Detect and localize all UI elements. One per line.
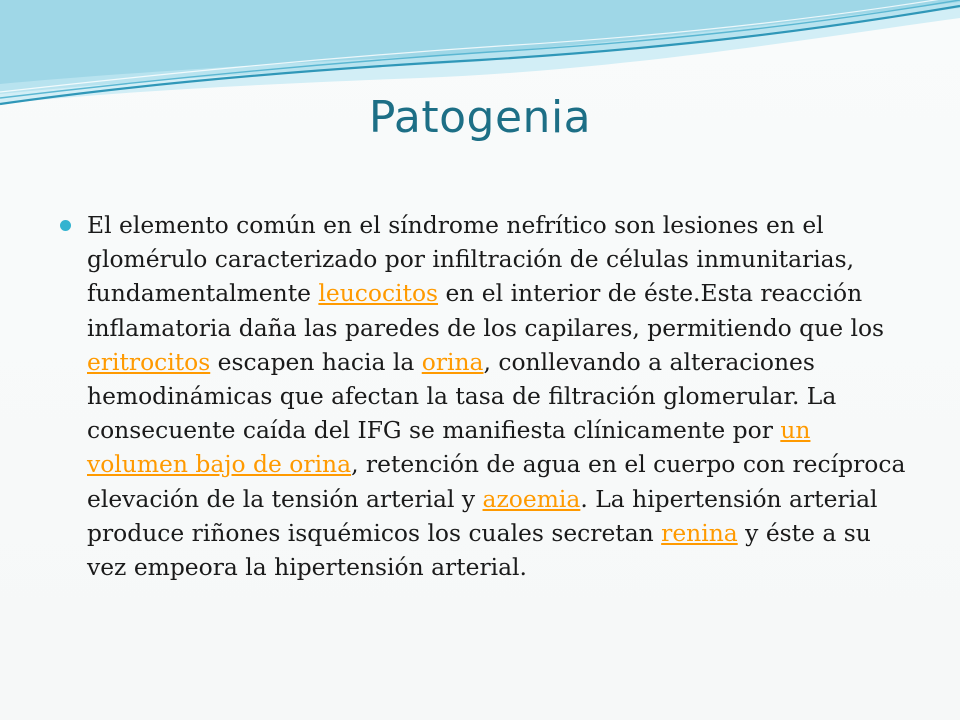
link-azoemia[interactable]: azoemia — [482, 484, 581, 513]
paragraph-text: y éste a su vez empeora la hipertensión arterial. — [87, 518, 871, 582]
link-renina[interactable]: renina — [661, 518, 738, 547]
link-leucocitos[interactable]: leucocitos — [318, 279, 439, 308]
link-eritrocitos[interactable]: eritrocitos — [87, 347, 211, 376]
slide-title: Patogenia — [368, 92, 592, 143]
link-un-volumen-bajo-de-orina[interactable]: un volumen bajo de orina — [87, 416, 811, 479]
link-orina[interactable]: orina — [421, 347, 484, 376]
bullet-list — [60, 208, 910, 584]
paragraph-text: escapen hacia la — [210, 347, 422, 376]
bullet-paragraph — [87, 208, 910, 584]
paragraph-text: El elemento común en el síndrome nefrítico son lesiones en el glomérulo caracterizado por infiltración de células inmunitarias, fundamentalmente — [87, 211, 855, 308]
paragraph-text: en el interior de éste.Esta reacción inflamatoria daña las paredes de los capilares, permitiendo que los — [87, 279, 885, 342]
paragraph-text: . La hipertensión arterial produce riñones isquémicos los cuales secretan — [87, 484, 878, 547]
bullet-dot-icon — [60, 220, 71, 231]
paragraph-text: , retención de agua en el cuerpo con recíproca elevación de la tensión arterial y — [87, 450, 906, 513]
paragraph-text: , conllevando a alteraciones hemodinámicas que afectan la tasa de filtración glomerular. La consecuente caída del IFG se manifiesta clínicamente por — [87, 347, 837, 445]
